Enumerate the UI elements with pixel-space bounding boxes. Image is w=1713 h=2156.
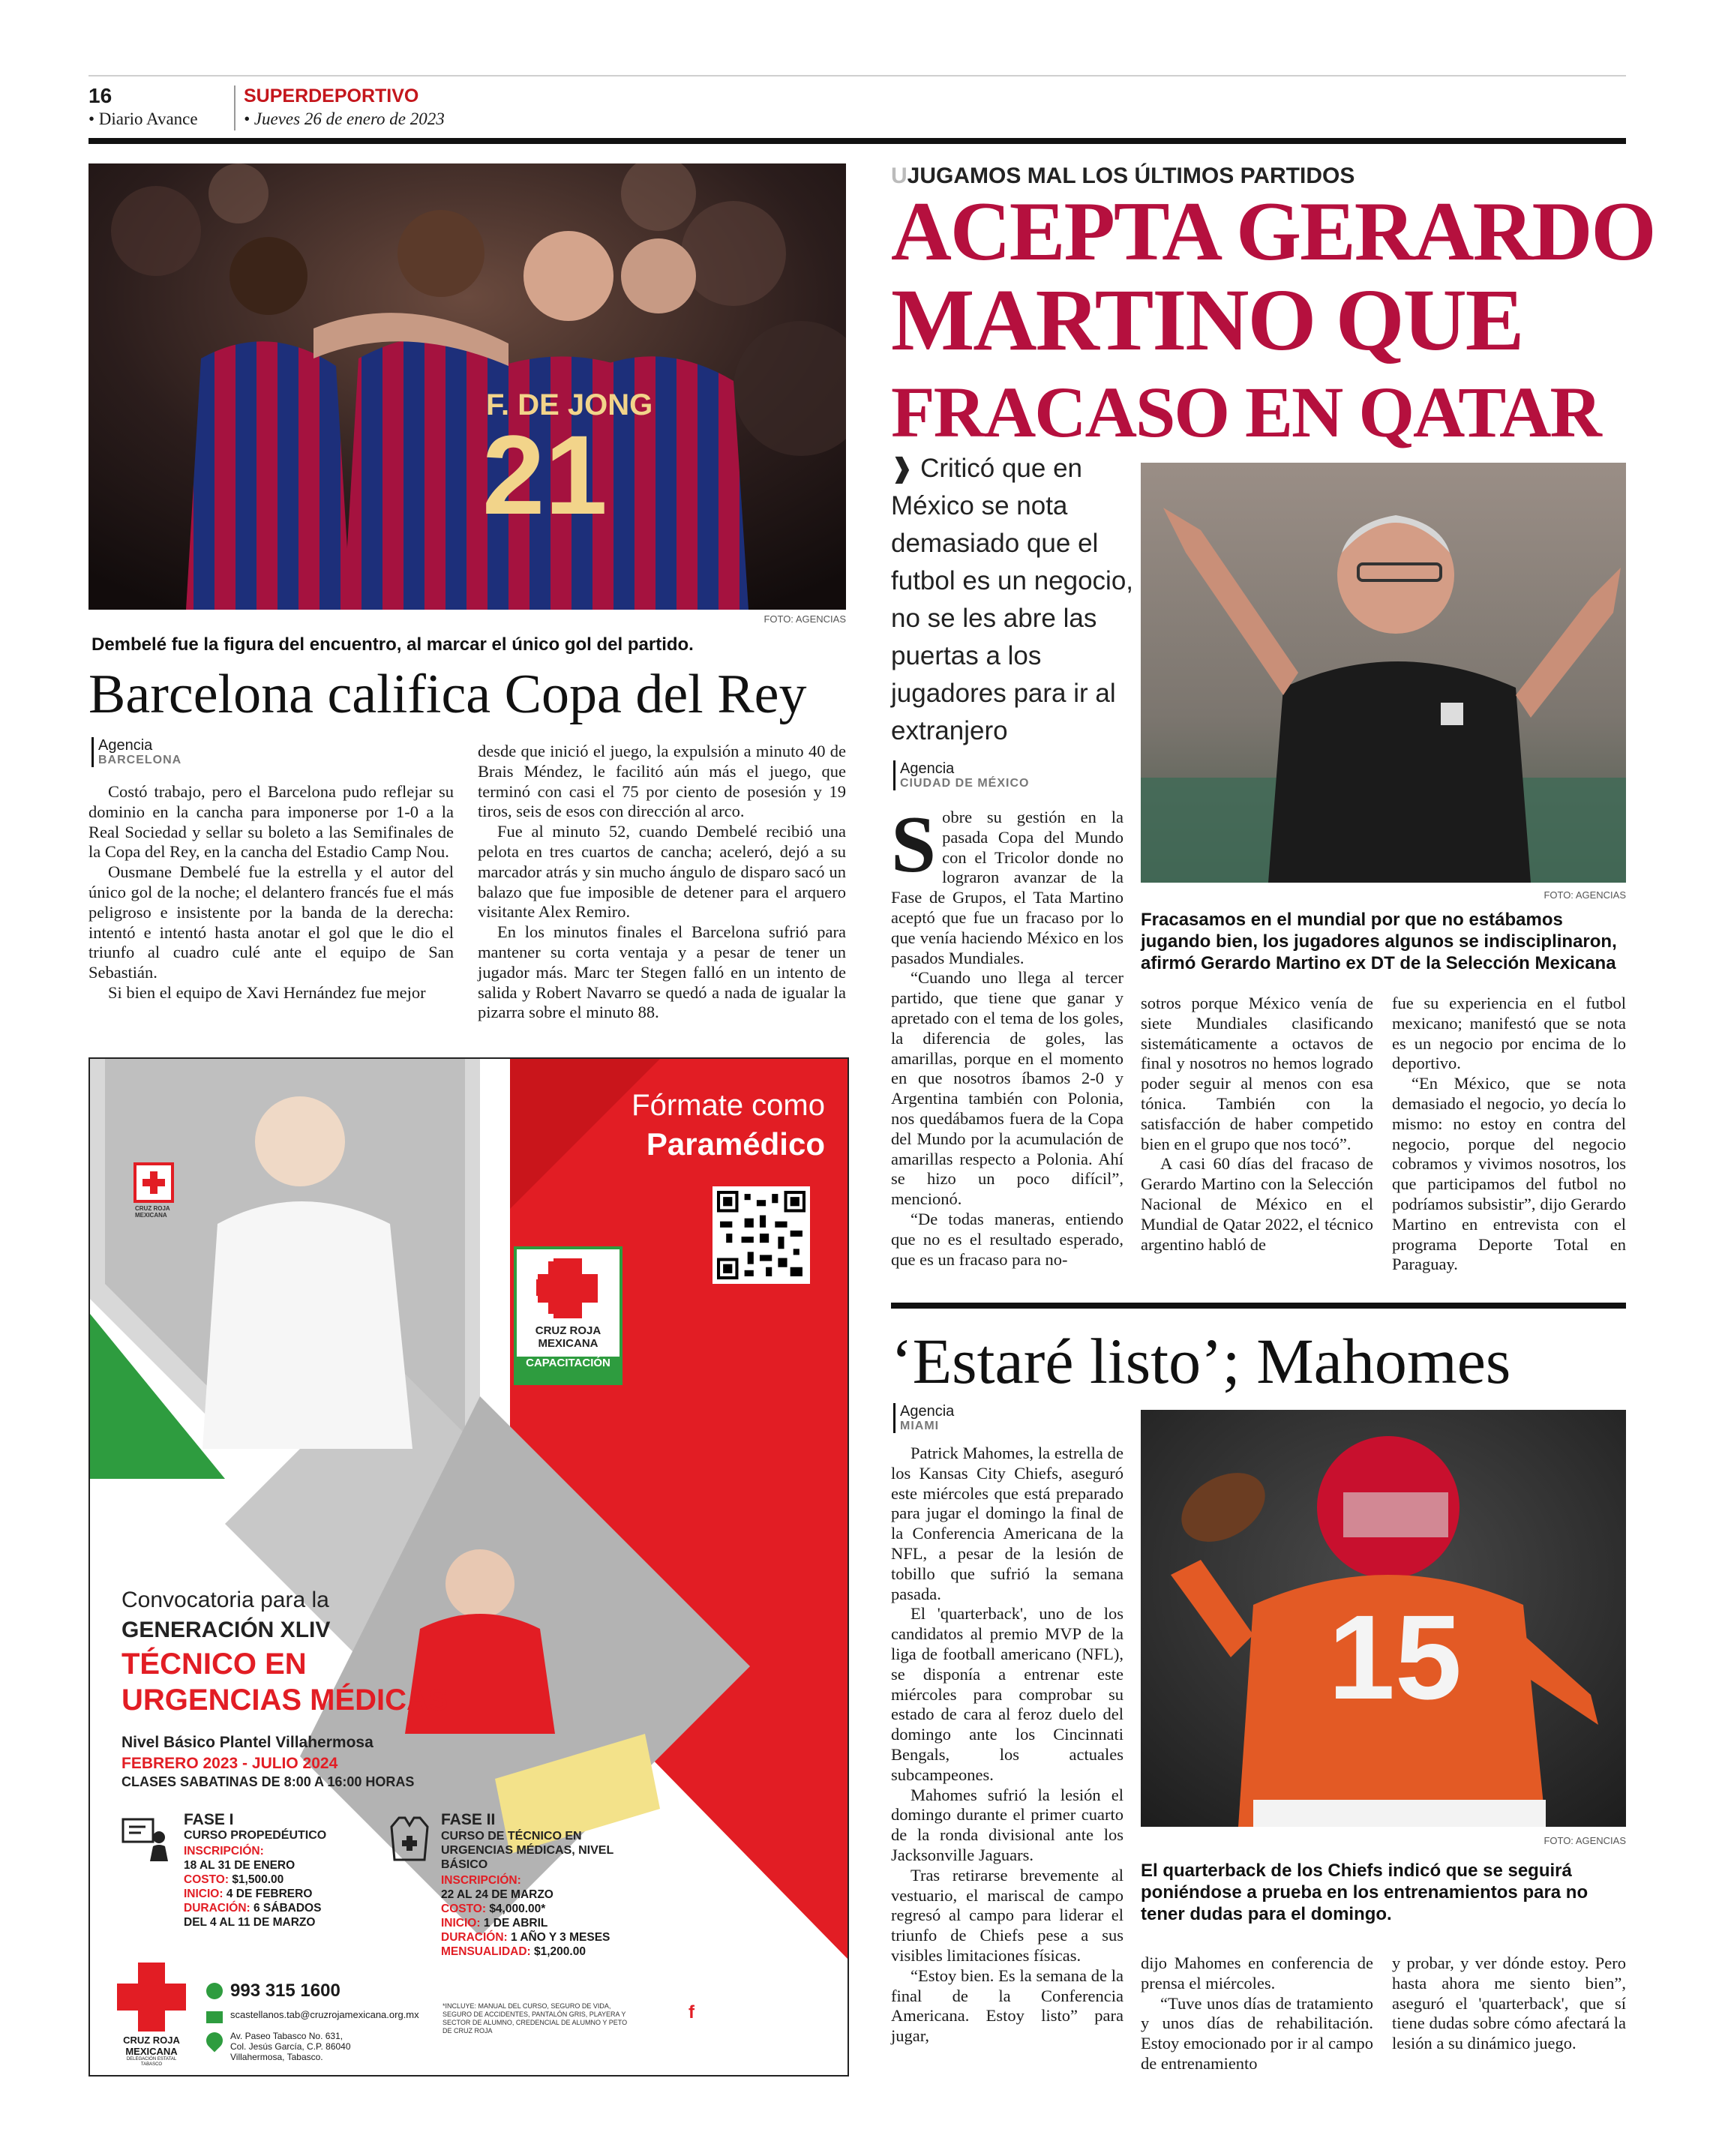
header-bottom-rule	[88, 138, 1626, 144]
issue-date: • Jueves 26 de enero de 2023	[244, 109, 445, 128]
barcelona-headline: Barcelona califica Copa del Rey	[88, 664, 807, 725]
fase-1-line: INICIO: 4 DE FEBRERO	[184, 1888, 313, 1900]
barcelona-col1-p1: Costó trabajo, pero el Barcelona pudo reflejar su dominio en la cancha para imponerse por 1-0 a la Real Sociedad y sellar su boleto a las Semifinales de la Copa del Rey, en la cancha del Estadio Camp Nou.	[88, 782, 454, 862]
header-separator	[234, 85, 236, 130]
twitter-icon[interactable]	[714, 2000, 740, 2026]
barcelona-col2-p3: En los minutos finales el Barcelona sufrió para mantener su corta ventaja y a pesar de tener un jugador más. Marc ter Stegen falló en un intento de salida y Robert Navarro se quedó a nada de igualar la pizarra sobre el minuto 88.	[478, 922, 846, 1022]
fase-1-title: FASE I	[184, 1811, 234, 1828]
mahomes-byline-place: MIAMI	[900, 1420, 940, 1432]
ad-call-line-1: Convocatoria para la	[122, 1588, 329, 1612]
mahomes-col2-p2: “Tuve unos días de tratamiento y unos días de rehabilitación. Estoy emocionado por ir al campo de entrenamiento	[1141, 1993, 1373, 2073]
ad-social-instagram: Instagram: cruzroja_tabasco	[679, 2040, 754, 2047]
ad-social	[679, 2032, 844, 2055]
ad-schedule: CLASES SABATINAS DE 8:00 A 16:00 HORAS	[122, 1774, 415, 1789]
fase-1-subtitle: CURSO PROPEDÉUTICO	[184, 1829, 327, 1842]
ad-period: FEBRERO 2023 - JULIO 2024	[122, 1755, 338, 1772]
martino-col1-p3: “De todas maneras, entiendo que no es el resultado esperado, que es un fracaso para no-	[891, 1209, 1124, 1269]
mahomes-photo	[1141, 1410, 1626, 1827]
ad-course-title-1: TÉCNICO EN	[122, 1648, 307, 1681]
fase-2-line: 22 AL 24 DE MARZO	[441, 1888, 554, 1901]
ad-call-line-2: GENERACIÓN XLIV	[122, 1618, 331, 1642]
fase-1-line: DURACIÓN: 6 SÁBADOS	[184, 1902, 322, 1915]
mahomes-col-1	[891, 1444, 1124, 2047]
martino-photo-credit: FOTO: AGENCIAS	[1544, 889, 1626, 901]
mahomes-top-rule	[891, 1303, 1626, 1309]
mahomes-col2-p1: dijo Mahomes en conferencia de prensa el miércoles.	[1141, 1954, 1373, 1993]
ad-address-line-2: Col. Jesús García, C.P. 86040	[230, 2041, 351, 2052]
footer-logo-line-4: TABASCO	[140, 2062, 163, 2067]
barcelona-byline	[92, 737, 182, 767]
barcelona-col2-p1: desde que inició el juego, la expulsión a minuto 40 de Brais Méndez, le facilitó aún más el juego, que terminó con casi el 75 por ciento de posesión y 19 tiros, seis de esos con dirección al arco.	[478, 742, 846, 821]
mahomes-headline: ‘Estaré listo’; Mahomes	[891, 1325, 1511, 1397]
martino-headline-line-2: MARTINO QUE	[891, 271, 1523, 369]
instagram-icon[interactable]	[749, 2000, 775, 2026]
vest-icon	[390, 1816, 429, 1861]
mahomes-col3-p1: y probar, y ver dónde estoy. Pero hasta ahora me siento bien”, aseguró el 'quarterback', que sí tiene dudas sobre cómo afectará la lesión a su dinámico juego.	[1392, 1954, 1626, 2053]
martino-photo	[1141, 463, 1626, 883]
mahomes-col1-p1: Patrick Mahomes, la estrella de los Kansas City Chiefs, aseguró este miércoles que está preparado para jugar el domingo la final de la Conferencia Americana de la NFL, a pesar de la lesión de tobillo que sufrió la semana pasada.	[891, 1444, 1124, 1603]
qr-code-icon[interactable]	[712, 1186, 810, 1284]
uniform-badge-text	[135, 1205, 170, 1219]
ad-footnote: *INCLUYE: MANUAL DEL CURSO, SEGURO DE VIDA, SEGURO DE ACCIDENTES, PANTALÓN GRIS, PLAYERA Y SECTOR DE ALUMNO, CREDENCIAL DE ALUMNO Y PETO DE CRUZ ROJA	[442, 2002, 628, 2035]
uniform-badge-line-1: CRUZ ROJA	[135, 1205, 170, 1212]
email-icon	[206, 2011, 223, 2023]
barcelona-byline-agency: Agencia	[98, 737, 153, 754]
mahomes-byline-agency: Agencia	[900, 1403, 955, 1420]
ad-email[interactable]: scastellanos.tab@cruzrojamexicana.org.mx	[230, 2009, 419, 2020]
fase-2-line: DURACIÓN: 1 AÑO Y 3 MESES	[441, 1931, 610, 1944]
fase-2-line: COSTO: $4,000.00*	[441, 1903, 546, 1915]
cruz-roja-logo	[514, 1246, 622, 1385]
cruz-roja-logo-name: CRUZ ROJA MEXICANA	[535, 1324, 602, 1350]
fase-1-line: INSCRIPCIÓN:	[184, 1845, 264, 1858]
mahomes-col-2	[1141, 1954, 1373, 2074]
mahomes-jersey-number: 15	[1328, 1590, 1462, 1724]
martino-kicker-text: JUGAMOS MAL LOS ÚLTIMOS PARTIDOS	[907, 163, 1355, 188]
fase-2-subtitle: CURSO DE TÉCNICO EN URGENCIAS MÉDICAS, NIVEL BÁSICO	[441, 1830, 614, 1871]
martino-dropcap: S	[891, 800, 937, 889]
mahomes-col1-p3: Mahomes sufrió la lesión el domingo durante el primer cuarto de la ronda divisional ante los Jacksonville Jaguars.	[891, 1785, 1124, 1864]
martino-col3-p2: “En México, que se nota demasiado el negocio, yo decía lo mismo: no estoy en contra del negocio, porque del negocio cobramos y vivimos nosotros, los que participamos del futbol no podríamos subsistir”, dijo Gerardo Martino en entrevista con el programa Deporte Total en Paraguay.	[1392, 1074, 1626, 1274]
barcelona-col-1	[88, 782, 454, 1003]
barcelona-photo-credit: FOTO: AGENCIAS	[764, 613, 846, 625]
barcelona-byline-place: BARCELONA	[98, 754, 182, 766]
mahomes-col-3	[1392, 1954, 1626, 2054]
ad-address	[230, 2031, 351, 2062]
martino-col-1	[891, 800, 1124, 1270]
ad-social-twitter: Twitter: Cr_tabasco	[679, 2047, 730, 2054]
mahomes-col1-p5: “Estoy bien. Es la semana de la final de la Conferencia Americana. Estoy listo” para jugar,	[891, 1966, 1124, 2046]
barcelona-photo	[88, 163, 846, 610]
barcelona-col1-p3: Si bien el equipo de Xavi Hernández fue mejor	[108, 982, 426, 1002]
header-top-rule	[88, 75, 1626, 76]
teacher-icon	[122, 1816, 170, 1861]
mahomes-byline	[893, 1403, 954, 1433]
ad-address-line-1: Av. Paseo Tabasco No. 631,	[230, 2031, 344, 2041]
barcelona-col-2	[478, 742, 846, 1023]
page-number: 16	[88, 84, 112, 107]
footer-logo-line-3: DELEGACIÓN ESTATAL	[126, 2057, 177, 2062]
section-name: SUPERDEPORTIVO	[244, 85, 419, 106]
mahomes-col1-p4: Tras retirarse brevemente al vestuario, el mariscal de campo regresó al campo para liderar el triunfo de Chiefs pese a sus visibles limitaciones físicas.	[891, 1865, 1124, 1965]
fase-2-line: INSCRIPCIÓN:	[441, 1874, 521, 1887]
martino-col2-p2: A casi 60 días del fracaso de Gerardo Martino con la Selección Nacional de México en el Mundial de Qatar 2022, el técnico argentino habló de	[1141, 1154, 1373, 1254]
martino-headline-line-1: ACEPTA GERARDO	[891, 185, 1655, 278]
barcelona-col2-p2: Fue al minuto 52, cuando Dembelé recibió una pelota en tres cuartos de cancha; aceleró, dejó a su marcador atrás y sin mucho ángulo de disparo sacó un balazo que fue imposible de detener para el arquero visitante Alex Remiro.	[478, 822, 846, 922]
phone-icon	[206, 1983, 223, 1999]
mahomes-photo-credit: FOTO: AGENCIAS	[1544, 1835, 1626, 1846]
martino-col2-p1: sotros porque México venía de siete Mundiales clasificando sistemáticamente a octavos de final y nosotros no hemos logrado poder seguir al menos con esa tónica. También con la satisfacción de haber competido bien en el grupo que nos tocó”.	[1141, 994, 1373, 1153]
martino-col-2	[1141, 994, 1373, 1255]
publication-name: • Diario Avance	[88, 109, 198, 128]
barcelona-caption: Dembelé fue la figura del encuentro, al marcar el único gol del partido.	[92, 634, 694, 655]
uniform-badge-line-2: MEXICANA	[135, 1212, 167, 1219]
martino-byline-agency: Agencia	[900, 760, 955, 777]
fase-1-line: DEL 4 AL 11 DE MARZO	[184, 1916, 316, 1929]
facebook-icon[interactable]: f	[679, 2000, 704, 2026]
martino-deck-text: Criticó que en México se nota demasiado que el futbol es un negocio, no se les abre las puertas a los jugadores para ir al extranjero	[891, 454, 1134, 745]
ad-promo-line-1: Fórmate como	[632, 1089, 825, 1122]
barcelona-col1-p2: Ousmane Dembelé fue la estrella y el autor del único gol de la noche; el delantero francés fue el más peligroso e insistente por la banda de la derecha: intentó e intentó hasta anotar el gol que le dio el triunfo al cuadro culé ante el equipo de San Sebastián.	[88, 862, 454, 982]
martino-headline-line-3: FRACASO EN QATAR	[891, 372, 1600, 452]
martino-byline-place: CIUDAD DE MÉXICO	[900, 777, 1030, 790]
ad-phone[interactable]: 993 315 1600	[230, 1981, 340, 2001]
footer-logo-line-1: CRUZ ROJA	[123, 2035, 180, 2046]
martino-col3-p1: fue su experiencia en el futbol mexicano; manifestó que se nota es un negocio por encima de lo deportivo.	[1392, 994, 1626, 1073]
martino-deck: ❱ Criticó que en México se nota demasiado que el futbol es un negocio, no se les abre las puertas a los jugadores para ir al extranjero	[891, 454, 1134, 745]
jersey-number: 21	[482, 412, 608, 538]
ad-address-line-3: Villahermosa, Tabasco.	[230, 2052, 323, 2062]
mahomes-caption: El quarterback de los Chiefs indicó que se seguirá poniéndose a prueba en los entrenamientos para no tener dudas para el domingo.	[1141, 1861, 1588, 1924]
martino-col-3	[1392, 994, 1626, 1275]
ad-promo-line-2: Paramédico	[646, 1126, 825, 1162]
martino-caption: Fracasamos en el mundial por que no estábamos jugando bien, los jugadores algunos se indisciplinaron, afirmó Gerardo Martino ex DT de la Selección Mexicana	[1141, 910, 1617, 973]
cruz-roja-logo-tag: CAPACITACIÓN	[517, 1357, 620, 1382]
fase-2-block	[441, 1811, 644, 1959]
ad-level: Nivel Básico Plantel Villahermosa	[122, 1734, 374, 1751]
footer-cruz-roja-logo	[114, 1963, 196, 2068]
jersey-name: F. DE JONG	[486, 388, 653, 421]
fase-2-line: INICIO: 1 DE ABRIL	[441, 1917, 548, 1930]
footer-logo-line-2: MEXICANA	[125, 2046, 178, 2057]
fase-1-line: COSTO: $1,500.00	[184, 1873, 284, 1886]
martino-byline	[893, 760, 1029, 790]
fase-2-title: FASE II	[441, 1811, 496, 1828]
mahomes-col1-p2: El 'quarterback', uno de los candidatos al premio MVP de la liga de football americano (NFL), se disponía a entrenar este miércoles para comprobar su estado de cara al feroz duelo del domingo ante los Cincinnati Bengals, los actuales subcampeones.	[891, 1604, 1124, 1784]
martino-kicker: UJUGAMOS MAL LOS ÚLTIMOS PARTIDOS	[891, 163, 1355, 188]
martino-col1-p2: “Cuando uno llega al tercer partido, que tiene que ganar y apretado con el tema de los goles, la diferencia de goles, las amarillas, porque en el momento en que nosotros íbamos 2-0 y Argentina también con Polonia, nos quedábamos fuera de la Copa del Mundo por la acumulación de amarillas respecto a Polonia. Ahí se hizo un poco difícil”, mencionó.	[891, 968, 1124, 1209]
cruz-roja-advertisement	[88, 1057, 849, 2077]
martino-col1-p1: obre su gestión en la pasada Copa del Mundo con el Tricolor donde no lograron avanzar de la Fase de Grupos, el Tata Martino aceptó que fue un fracaso por lo que venía haciendo México en los pasados Mundiales.	[891, 808, 1124, 967]
fase-2-line: MENSUALIDAD: $1,200.00	[441, 1945, 586, 1958]
fase-1-block	[184, 1811, 379, 1930]
ad-social-facebook: Facebook: Cruz Roja Mexicana Delegación Tabasco	[679, 2032, 818, 2039]
ad-course-title-2: URGENCIAS MÉDICAS	[122, 1684, 448, 1717]
fase-1-line: 18 AL 31 DE ENERO	[184, 1859, 296, 1872]
